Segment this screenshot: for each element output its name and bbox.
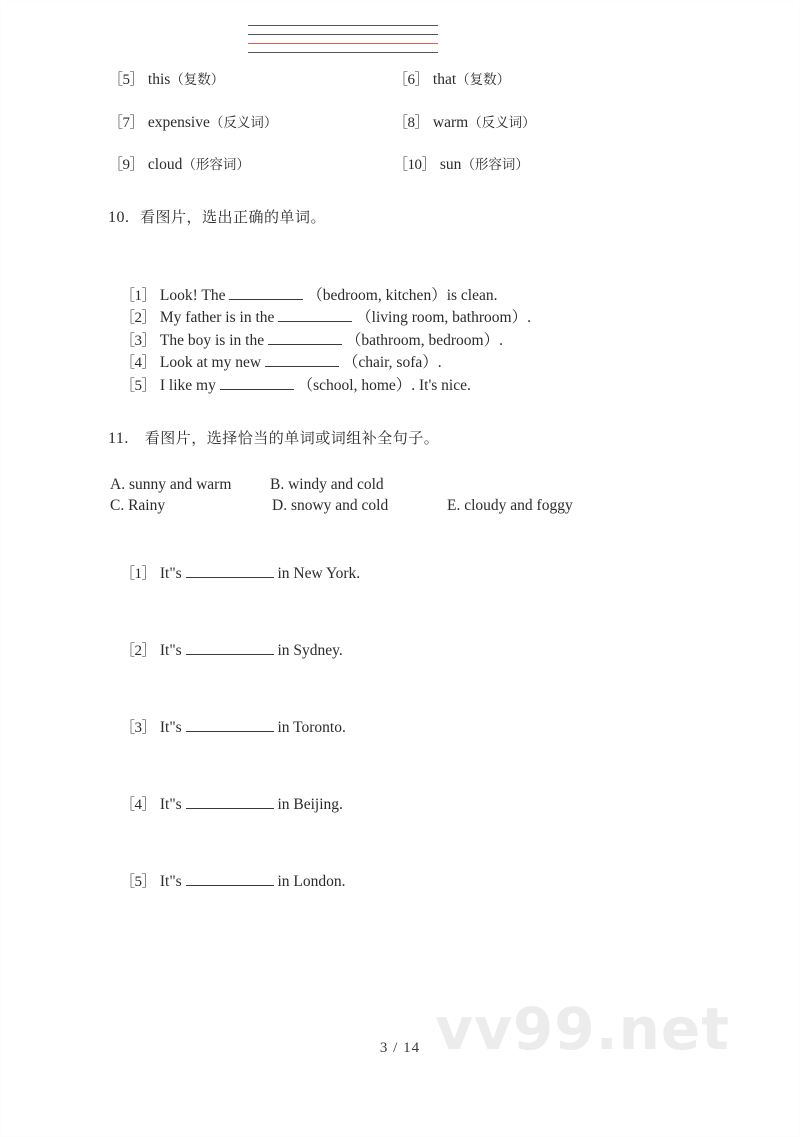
item-number: ［3］ — [120, 720, 157, 736]
word-form-item-7 — [108, 113, 393, 134]
item-number: ［5］ — [108, 72, 145, 88]
item-hint: （形容词） — [182, 157, 250, 173]
list-item — [120, 870, 708, 891]
answer-blank[interactable] — [186, 564, 274, 578]
list-item — [120, 793, 708, 814]
section-11-heading — [108, 427, 708, 448]
answer-blank[interactable] — [220, 376, 294, 390]
question-text-pre: The boy is in the — [159, 331, 268, 349]
item-number: ［7］ — [108, 114, 145, 131]
item-number: ［3］ — [120, 332, 157, 349]
item-word: this — [147, 71, 171, 88]
rule-line-1 — [248, 25, 438, 26]
section-11-title: 看图片，选择恰当的单词或词组补全句子。 — [144, 429, 440, 447]
rule-line-3-red — [248, 43, 438, 44]
list-item — [120, 307, 708, 330]
word-form-item-8 — [393, 113, 678, 134]
item-hint: （复数） — [170, 72, 225, 88]
option-row — [110, 474, 708, 495]
answer-blank[interactable] — [278, 308, 352, 322]
rule-line-4 — [248, 52, 438, 53]
option-e[interactable]: E. cloudy and foggy — [447, 497, 573, 514]
answer-blank[interactable] — [186, 641, 274, 655]
item-number: ［9］ — [108, 157, 145, 173]
word-form-item-6 — [393, 70, 678, 91]
page-number: 3 / 14 — [379, 1040, 421, 1056]
rule-line-2 — [248, 34, 438, 35]
question-text-pre: It"s — [159, 796, 186, 813]
answer-blank[interactable] — [229, 286, 303, 300]
question-text-pre: Look at my new — [159, 354, 265, 371]
question-text-post: in Beijing. — [273, 796, 343, 813]
item-hint: （反义词） — [209, 114, 278, 131]
word-form-row — [108, 113, 708, 134]
item-word: expensive — [147, 113, 210, 131]
question-text-pre: It"s — [159, 719, 186, 736]
list-item — [120, 562, 708, 583]
item-number: ［2］ — [120, 310, 157, 326]
list-item — [120, 285, 708, 308]
item-word: warm — [432, 113, 469, 131]
item-hint: （形容词） — [461, 157, 529, 173]
question-text-post: in London. — [273, 873, 346, 890]
question-text-pre: Look! The — [159, 286, 230, 304]
answer-rule-lines — [248, 25, 438, 53]
item-number: ［1］ — [120, 287, 157, 304]
answer-blank[interactable] — [268, 331, 342, 345]
question-text-pre: It"s — [159, 642, 186, 659]
option-b[interactable]: B. windy and cold — [270, 476, 384, 493]
word-form-item-10 — [393, 155, 678, 176]
section-10-heading — [108, 206, 708, 227]
item-word: that — [432, 71, 457, 88]
list-item — [120, 716, 708, 737]
question-text-post: in Sydney. — [273, 642, 343, 659]
item-number: ［5］ — [120, 874, 157, 890]
item-hint: （复数） — [456, 72, 511, 88]
option-c[interactable]: C. Rainy — [110, 497, 166, 514]
worksheet-content — [108, 70, 708, 891]
question-text-post: （living room, bathroom）. — [356, 309, 531, 326]
item-number: ［4］ — [120, 355, 157, 371]
word-form-item-5 — [108, 70, 393, 91]
section-11-question-list — [108, 562, 708, 891]
item-number: ［4］ — [120, 797, 157, 813]
question-text-post: （bedroom, kitchen）is clean. — [307, 286, 498, 304]
question-text-post: （bathroom, bedroom）. — [345, 331, 503, 349]
item-hint: （反义词） — [468, 114, 536, 131]
list-item — [120, 639, 708, 660]
question-text-pre: My father is in the — [159, 309, 279, 326]
site-watermark: vv99.net — [435, 995, 730, 1063]
list-item — [120, 352, 708, 375]
section-10-question-list — [108, 285, 708, 398]
section-10-title: 看图片，选出正确的单词。 — [140, 207, 327, 226]
section-10-number: 10. — [108, 208, 130, 226]
question-text-post: in New York. — [273, 565, 361, 582]
answer-blank[interactable] — [265, 353, 339, 367]
item-word: sun — [439, 156, 462, 173]
item-word: cloud — [147, 156, 183, 173]
item-number: ［10］ — [393, 157, 437, 173]
word-form-row — [108, 155, 708, 176]
list-item — [120, 375, 708, 398]
question-text-post: in Toronto. — [273, 719, 346, 736]
item-number: ［5］ — [120, 377, 157, 394]
word-form-row — [108, 70, 708, 91]
question-text-pre: I like my — [159, 376, 220, 394]
section-11-option-bank — [108, 474, 708, 516]
option-row — [110, 495, 708, 516]
item-number: ［6］ — [393, 72, 430, 88]
answer-blank[interactable] — [186, 718, 274, 732]
question-text-pre: It"s — [159, 873, 186, 890]
answer-blank[interactable] — [186, 872, 274, 886]
item-number: ［1］ — [120, 566, 157, 582]
option-d[interactable]: D. snowy and cold — [272, 497, 389, 514]
option-a[interactable]: A. sunny and warm — [110, 476, 232, 493]
answer-blank[interactable] — [186, 795, 274, 809]
question-text-post: （school, home）. It's nice. — [297, 376, 471, 394]
question-text-post: （chair, sofa）. — [342, 354, 442, 371]
list-item — [120, 330, 708, 353]
word-form-item-9 — [108, 155, 393, 176]
section-11-number: 11. — [108, 430, 129, 447]
item-number: ［8］ — [393, 114, 430, 131]
question-text-pre: It"s — [159, 565, 186, 582]
item-number: ［2］ — [120, 643, 157, 659]
